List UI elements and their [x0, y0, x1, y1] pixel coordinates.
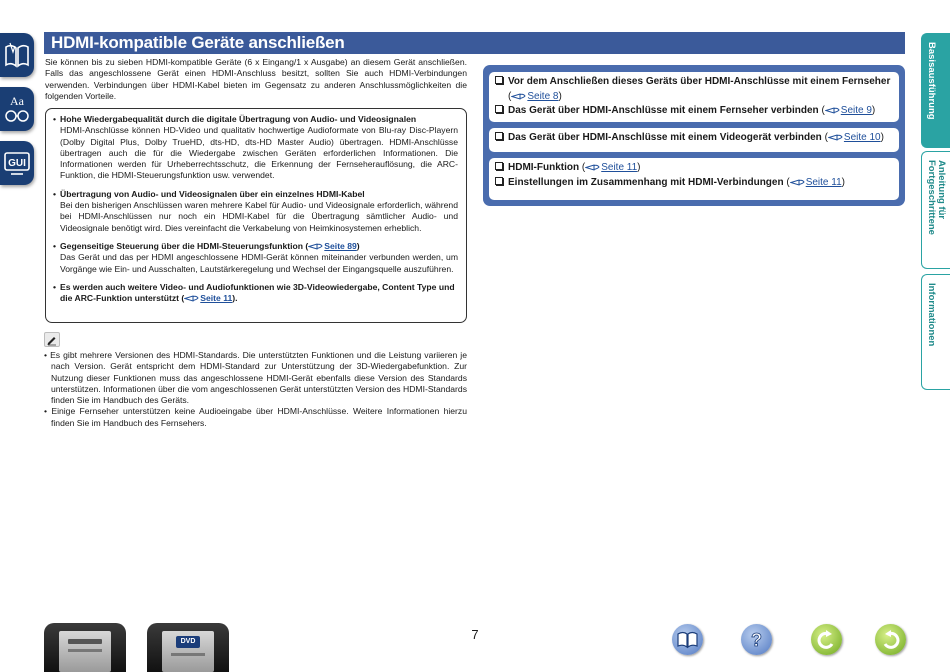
dvd-badge: DVD: [176, 636, 200, 648]
redo-arrow-icon: [875, 624, 906, 655]
remote-thumbnail[interactable]: [147, 623, 229, 672]
question-mark-icon: [741, 624, 772, 655]
reference-box: [489, 72, 899, 122]
contents-button[interactable]: [672, 624, 703, 655]
benefit-body: HDMI-Anschlüsse können HD-Video und qualitativ hochwertige Audioformate von Blu-ray Disc-Playern (Dolby Digital Plus, Dolby TrueHD, dts-HD, dts-HD Master Audio) übertragen. HDMI-Anschlüsse übertragen auch die für die Wiedergabe zwischen Geräten erforderlichen Informationen. Die Informationen werden für Urheberrechtsschutz, die Erkennung der Fernseherauflösung, die ARC-Funktion, die HDMI-Steuerungsfunktion usw. verwendet.: [60, 125, 458, 181]
checkbox-icon: [495, 105, 503, 113]
reference-text: Vor dem Anschließen dieses Geräts über HDMI-Anschlüsse mit einem Fernseher: [508, 76, 891, 87]
page-ref-icon: [585, 163, 600, 171]
benefit-title: Gegenseitige Steuerung über die HDMI-Steuerungsfunktion: [60, 240, 304, 251]
gui-label: GUI: [8, 158, 26, 169]
benefit-item: • Es werden auch weitere Video- und Audiofunktionen wie 3D-Videowiedergabe, Content Type und die ARC-Funktion unterstützt ( Seite 11).: [53, 281, 455, 304]
benefits-box: [45, 108, 467, 323]
note-text: Es gibt mehrere Versionen des HDMI-Standards. Die unterstützten Funktionen und die Leistung variieren je nach Version. Gerät entspricht dem HDMI-Standard zur Unterstützung der 3D-Wiedergabefunktion. Zur Nutzung dieser Funktionen muss das angeschlossene HDMI-Gerät ebenfalls diese Version des Standards unterstützen. Informationen über die vom angeschlossenen Gerät unterstützten Version des HDMI-Standards finden Sie im Handbuch des Geräts.: [50, 350, 467, 406]
page-ref-icon: [828, 133, 843, 141]
tab-advanced-guide[interactable]: [921, 151, 950, 269]
benefit-title: Übertragung von Audio- und Videosignalen über ein einzelnes HDMI-Kabel: [60, 188, 365, 199]
page-link[interactable]: Seite 9: [840, 105, 872, 116]
tab-advanced-guide-label: Anleitung für Fortgeschrittene: [926, 160, 947, 235]
notes-list: [44, 350, 467, 429]
benefit-item: • Übertragung von Audio- und Videosignalen über ein einzelnes HDMI-Kabel Bei den bisherigen Anschlüssen waren mehrere Kabel für Audio- und Videosignale erforderlich, während bei HDMI-Anschlüssen nur noch ein HDMI-Kabel für die Übertragung sämtlicher Audio- und Videosignale benötigt wird. Dies vereinfacht die Verkabelung von Heimkinosystemen erheblich.: [53, 188, 458, 233]
tab-basic-version-label: Basisausführung: [926, 42, 937, 120]
note-text: Einige Fernseher unterstützen keine Audioeingabe über HDMI-Anschlüsse. Weitere Informationen hierzu finden Sie im Handbuch des Fernsehers.: [51, 406, 467, 428]
manual-tab[interactable]: [0, 33, 34, 77]
back-button[interactable]: [811, 624, 842, 655]
reference-item: ( Seite 8): [508, 90, 562, 102]
help-button[interactable]: [741, 624, 772, 655]
page-title: HDMI-kompatible Geräte anschließen: [51, 33, 345, 52]
reference-item: HDMI-Funktion ( Seite 11): [495, 161, 893, 176]
reference-text: HDMI-Funktion: [508, 162, 580, 173]
benefit-title: Es werden auch weitere Video- und Audiofunktionen wie 3D-Videowiedergabe, Content Type und die ARC-Funktion unterstützt: [60, 281, 455, 304]
gui-monitor-icon: [3, 148, 31, 178]
reference-box: [489, 128, 899, 152]
page-ref-icon: [184, 294, 199, 302]
page-ref-icon: [790, 178, 805, 186]
front-panel-thumbnail[interactable]: [44, 623, 126, 672]
font-glasses-icon: [3, 94, 31, 126]
checkbox-icon: [495, 162, 503, 170]
reference-item: [495, 75, 893, 90]
reference-panel: [483, 65, 905, 206]
reference-item: Das Gerät über HDMI-Anschlüsse mit einem Videogerät verbinden ( Seite 10): [495, 131, 893, 146]
reference-item: Einstellungen im Zusammenhang mit HDMI-Verbindungen ( Seite 11): [495, 176, 893, 191]
reference-text: Einstellungen im Zusammenhang mit HDMI-Verbindungen: [508, 176, 784, 188]
reference-box: [489, 158, 899, 200]
book-icon: [672, 624, 703, 655]
benefit-item: • Hohe Wiedergabequalität durch die digitale Übertragung von Audio- und Videosignalen HDMI-Anschlüsse können HD-Video und qualitativ hochwertige Audioformate von Blu-ray Disc-Playern (Dolby Digital Plus, Dolby TrueHD, dts-HD, dts-HD Master Audio) übertragen. HDMI-Anschlüsse übertragen auch die für die Wiedergabe zwischen Geräten erforderlichen Informationen. Die Informationen werden für Urheberrechtsschutz, die Erkennung der Fernseherauflösung, die ARC-Funktion, die HDMI-Steuerungsfunktion usw. verwendet.: [53, 114, 458, 181]
glossary-tab[interactable]: [0, 87, 34, 131]
device-image: [59, 631, 111, 672]
page-link[interactable]: Seite 11: [200, 293, 233, 304]
checkbox-icon: [495, 177, 503, 185]
benefit-body: Bei den bisherigen Anschlüssen waren mehrere Kabel für Audio- und Videosignale erforderlich, während bei HDMI-Anschlüssen nur noch ein HDMI-Kabel für die Übertragung sämtlicher Audio- und Videosignale benötigt wird. Dies vereinfacht die Verkabelung von Heimkinosystemen erheblich.: [60, 200, 458, 233]
reference-item: Das Gerät über HDMI-Anschlüsse mit einem Fernseher verbinden ( Seite 9): [495, 104, 893, 119]
page-link[interactable]: Seite 11: [805, 176, 842, 188]
reference-text: Das Gerät über HDMI-Anschlüsse mit einem Fernseher verbinden: [508, 105, 819, 116]
page-number: 7: [471, 627, 479, 642]
note-item: • Es gibt mehrere Versionen des HDMI-Standards. Die unterstützten Funktionen und die Leistung variieren je nach Version. Gerät entspricht dem HDMI-Standard zur Unterstützung der 3D-Wiedergabefunktion. Zur Nutzung dieser Funktionen muss das angeschlossene HDMI-Gerät ebenfalls diese Version des Standards unterstützen. Informationen über die vom angeschlossenen Gerät unterstützten Version des HDMI-Standards finden Sie im Handbuch des Geräts.: [44, 350, 467, 406]
tab-information-label: Informationen: [926, 283, 937, 347]
intro-paragraph: Sie können bis zu sieben HDMI-kompatible Geräte (6 x Eingang/1 x Ausgabe) an diesem Gerät anschließen. Falls das angeschlossene Gerät einen HDMI-Anschluss besitzt, sollten Sie auch HDMI-Verbindungen verwenden. Verbindungen über HDMI-Kabel bieten im Gegensatz zu anderen Anschlussmöglichkeiten die folgenden Vorteile.: [45, 57, 467, 101]
page-link[interactable]: Seite 10: [843, 132, 881, 143]
svg-text:?: ?: [751, 630, 762, 650]
gui-tab[interactable]: [0, 141, 34, 185]
undo-arrow-icon: [811, 624, 842, 655]
page-title-bar: [44, 32, 905, 54]
aa-label: Aa: [10, 94, 24, 108]
benefit-item: • Gegenseitige Steuerung über die HDMI-Steuerungsfunktion ( Seite 89) Das Gerät und das per HDMI angeschlossene HDMI-Gerät können miteinander verbunden werden, um Vorgänge wie Ein- und Ausschalten, Lautstärkeregelung und Wechsel der Eingangsquelle auszuführen.: [53, 240, 458, 274]
checkbox-icon: [495, 132, 503, 140]
forward-button[interactable]: [875, 624, 906, 655]
page-ref-icon: [825, 106, 840, 114]
page-link[interactable]: Seite 11: [601, 162, 638, 173]
benefit-body: Das Gerät und das per HDMI angeschlossene HDMI-Gerät können miteinander verbunden werden, um Vorgänge wie Ein- und Ausschalten, Lautstärkeregelung und Wechsel der Eingangsquelle auszuführen.: [60, 252, 458, 274]
checkbox-icon: [495, 76, 503, 84]
device-image: [162, 631, 214, 672]
note-item: • Einige Fernseher unterstützen keine Audioeingabe über HDMI-Anschlüsse. Weitere Informationen hierzu finden Sie im Handbuch des Fernsehers.: [44, 406, 467, 428]
tab-basic-version[interactable]: [921, 33, 950, 148]
note-pencil-icon: [44, 332, 60, 347]
benefit-title: Hohe Wiedergabequalität durch die digitale Übertragung von Audio- und Videosignalen: [60, 114, 417, 124]
reference-text: Das Gerät über HDMI-Anschlüsse mit einem Videogerät verbinden: [508, 132, 822, 143]
page-ref-icon: [308, 242, 323, 250]
book-icon: [3, 40, 31, 70]
page-ref-icon: [511, 92, 526, 100]
page-link[interactable]: Seite 8: [527, 90, 559, 102]
page-link[interactable]: Seite 89: [324, 240, 357, 251]
tab-information[interactable]: [921, 274, 950, 390]
